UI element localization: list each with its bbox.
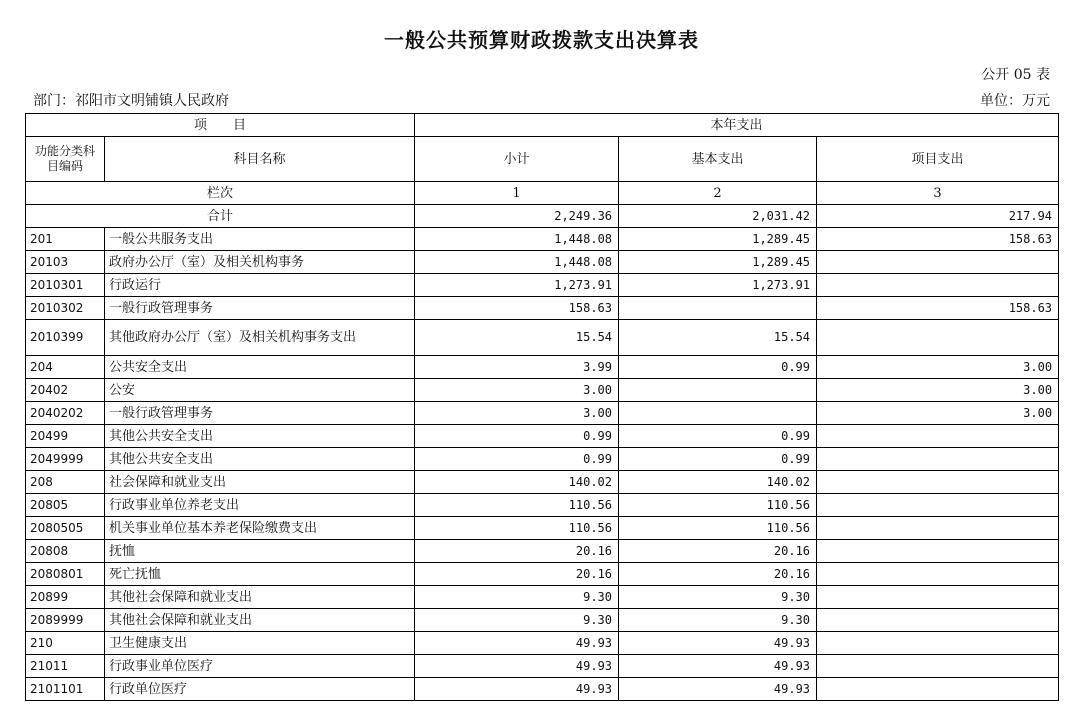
- row-project: 3.00: [817, 356, 1059, 379]
- row-basic: 9.30: [619, 609, 817, 632]
- row-basic: 140.02: [619, 471, 817, 494]
- table-row: [26, 228, 1059, 251]
- row-code: 208: [26, 471, 105, 494]
- total-project: 217.94: [817, 205, 1059, 228]
- row-project: 3.00: [817, 379, 1059, 402]
- row-name: 公共安全支出: [105, 356, 415, 379]
- row-name: 政府办公厅（室）及相关机构事务: [105, 251, 415, 274]
- row-basic: 9.30: [619, 586, 817, 609]
- row-subtotal: 140.02: [415, 471, 619, 494]
- row-name: 抚恤: [105, 540, 415, 563]
- row-code: 2089999: [26, 609, 105, 632]
- table-row: [26, 632, 1059, 655]
- row-code: 20805: [26, 494, 105, 517]
- table-row: [26, 540, 1059, 563]
- row-name: 死亡抚恤: [105, 563, 415, 586]
- table-row: [26, 448, 1059, 471]
- row-project: [817, 251, 1059, 274]
- row-name: 行政事业单位养老支出: [105, 494, 415, 517]
- row-code: 2040202: [26, 402, 105, 425]
- row-subtotal: 1,448.08: [415, 228, 619, 251]
- row-name: 公安: [105, 379, 415, 402]
- row-name: 一般行政管理事务: [105, 402, 415, 425]
- row-project: [817, 448, 1059, 471]
- row-project: [817, 320, 1059, 356]
- row-subtotal: 0.99: [415, 448, 619, 471]
- header-basic: 基本支出: [619, 137, 817, 182]
- row-project: 3.00: [817, 402, 1059, 425]
- table-row: [26, 356, 1059, 379]
- row-subtotal: 1,448.08: [415, 251, 619, 274]
- total-subtotal: 2,249.36: [415, 205, 619, 228]
- row-subtotal: 1,273.91: [415, 274, 619, 297]
- row-code: 210: [26, 632, 105, 655]
- row-project: [817, 471, 1059, 494]
- row-name: 一般行政管理事务: [105, 297, 415, 320]
- row-code: 20808: [26, 540, 105, 563]
- row-name: 卫生健康支出: [105, 632, 415, 655]
- row-code: 201: [26, 228, 105, 251]
- expenditure-table: [25, 113, 1059, 701]
- table-row: [26, 678, 1059, 701]
- row-project: [817, 609, 1059, 632]
- table-row: [26, 251, 1059, 274]
- row-code: 2080505: [26, 517, 105, 540]
- row-code: 2049999: [26, 448, 105, 471]
- row-code: 21011: [26, 655, 105, 678]
- row-basic: 20.16: [619, 563, 817, 586]
- table-row: [26, 425, 1059, 448]
- row-project: [817, 540, 1059, 563]
- row-project: [817, 678, 1059, 701]
- row-basic: 15.54: [619, 320, 817, 356]
- table-row: [26, 494, 1059, 517]
- header-code: 功能分类科目编码: [26, 137, 105, 182]
- table-row: [26, 517, 1059, 540]
- row-code: 204: [26, 356, 105, 379]
- row-name: 其他社会保障和就业支出: [105, 586, 415, 609]
- header-column-no: 栏次: [26, 182, 415, 205]
- row-basic: 1,289.45: [619, 228, 817, 251]
- total-basic: 2,031.42: [619, 205, 817, 228]
- table-row: [26, 609, 1059, 632]
- row-subtotal: 158.63: [415, 297, 619, 320]
- row-name: 其他社会保障和就业支出: [105, 609, 415, 632]
- row-subtotal: 49.93: [415, 655, 619, 678]
- row-basic: 110.56: [619, 517, 817, 540]
- row-project: [817, 274, 1059, 297]
- row-subtotal: 110.56: [415, 494, 619, 517]
- row-name: 其他公共安全支出: [105, 425, 415, 448]
- row-basic: [619, 297, 817, 320]
- row-project: [817, 563, 1059, 586]
- row-project: [817, 517, 1059, 540]
- row-project: [817, 586, 1059, 609]
- row-basic: 1,273.91: [619, 274, 817, 297]
- header-current-year: 本年支出: [415, 114, 1059, 137]
- header-subject: 科目名称: [105, 137, 415, 182]
- row-name: 一般公共服务支出: [105, 228, 415, 251]
- header-project: 项目支出: [817, 137, 1059, 182]
- header-item: 项 目: [26, 114, 415, 137]
- row-project: [817, 632, 1059, 655]
- row-project: [817, 655, 1059, 678]
- row-subtotal: 110.56: [415, 517, 619, 540]
- row-basic: [619, 379, 817, 402]
- row-name: 机关事业单位基本养老保险缴费支出: [105, 517, 415, 540]
- form-number: 公开 05 表: [981, 67, 1050, 83]
- table-row: [26, 320, 1059, 356]
- row-code: 2080801: [26, 563, 105, 586]
- row-project: 158.63: [817, 228, 1059, 251]
- row-subtotal: 3.00: [415, 402, 619, 425]
- row-basic: 0.99: [619, 448, 817, 471]
- row-basic: 110.56: [619, 494, 817, 517]
- department-label: 部门：祁阳市文明铺镇人民政府: [33, 93, 229, 109]
- row-project: 158.63: [817, 297, 1059, 320]
- row-name: 其他公共安全支出: [105, 448, 415, 471]
- table-row: [26, 402, 1059, 425]
- row-subtotal: 3.99: [415, 356, 619, 379]
- table-row: [26, 274, 1059, 297]
- table-row: [26, 471, 1059, 494]
- row-code: 20103: [26, 251, 105, 274]
- row-subtotal: 3.00: [415, 379, 619, 402]
- table-row: [26, 655, 1059, 678]
- row-name: 其他政府办公厅（室）及相关机构事务支出: [105, 320, 415, 356]
- row-project: [817, 494, 1059, 517]
- row-basic: 49.93: [619, 632, 817, 655]
- row-code: 20402: [26, 379, 105, 402]
- table-row: [26, 379, 1059, 402]
- row-basic: 1,289.45: [619, 251, 817, 274]
- row-basic: [619, 402, 817, 425]
- row-subtotal: 49.93: [415, 632, 619, 655]
- header-col3: 3: [817, 182, 1059, 205]
- table-row: [26, 297, 1059, 320]
- row-subtotal: 49.93: [415, 678, 619, 701]
- row-name: 行政单位医疗: [105, 678, 415, 701]
- row-basic: 49.93: [619, 655, 817, 678]
- header-col1: 1: [415, 182, 619, 205]
- row-subtotal: 0.99: [415, 425, 619, 448]
- table-row: [26, 586, 1059, 609]
- row-basic: 49.93: [619, 678, 817, 701]
- row-project: [817, 425, 1059, 448]
- row-subtotal: 20.16: [415, 563, 619, 586]
- row-name: 行政事业单位医疗: [105, 655, 415, 678]
- row-basic: 0.99: [619, 425, 817, 448]
- total-label: 合计: [26, 205, 415, 228]
- row-code: 20499: [26, 425, 105, 448]
- header-subtotal: 小计: [415, 137, 619, 182]
- row-basic: 20.16: [619, 540, 817, 563]
- row-subtotal: 15.54: [415, 320, 619, 356]
- row-code: 2010301: [26, 274, 105, 297]
- row-name: 社会保障和就业支出: [105, 471, 415, 494]
- row-subtotal: 9.30: [415, 586, 619, 609]
- row-code: 20899: [26, 586, 105, 609]
- row-code: 2101101: [26, 678, 105, 701]
- header-col2: 2: [619, 182, 817, 205]
- page-title: 一般公共预算财政拨款支出决算表: [384, 28, 699, 52]
- row-basic: 0.99: [619, 356, 817, 379]
- row-subtotal: 20.16: [415, 540, 619, 563]
- unit-label: 单位：万元: [980, 93, 1050, 109]
- row-code: 2010302: [26, 297, 105, 320]
- row-subtotal: 9.30: [415, 609, 619, 632]
- row-name: 行政运行: [105, 274, 415, 297]
- row-code: 2010399: [26, 320, 105, 356]
- table-row: [26, 563, 1059, 586]
